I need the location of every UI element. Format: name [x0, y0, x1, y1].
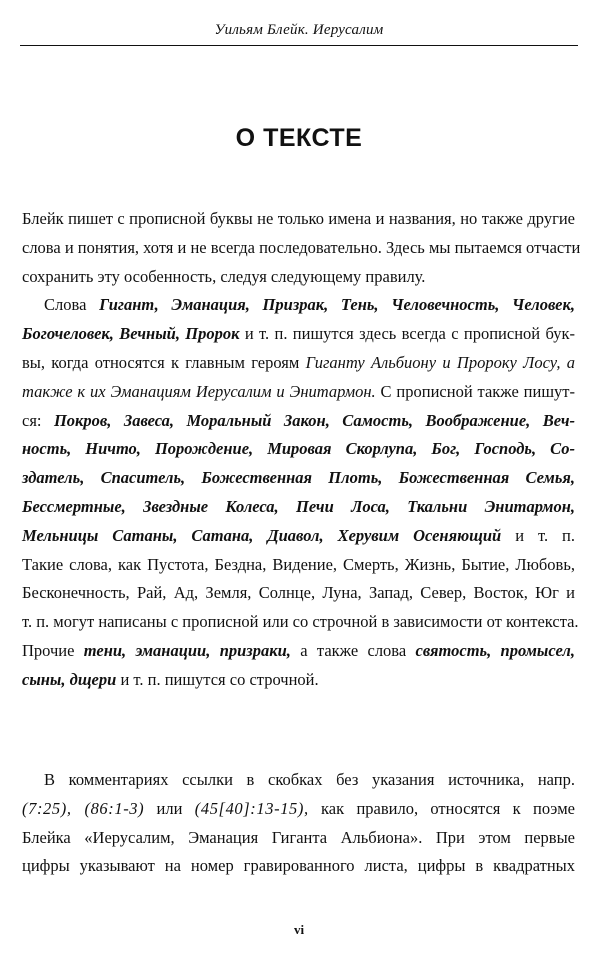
- text-run: или: [144, 798, 195, 818]
- paragraph-1-line-3: сохранить эту особенность, следуя следующему правилу.: [22, 266, 426, 286]
- text-run: ся:: [22, 410, 54, 430]
- paragraph-2-line-6: ность, Ничто, Порождение, Мировая Скорлупа, Бог, Господь, Со-: [22, 439, 575, 459]
- paragraph-2-line-3: [22, 349, 575, 378]
- chapter-title: О ТЕКСТЕ: [235, 124, 363, 152]
- emphasis-run: Мельницы Сатаны, Сатана, Диавол, Херувим Осеняющий: [22, 525, 502, 545]
- emphasis-run: Богочеловек, Вечный, Пророк: [22, 324, 240, 344]
- italic-run: Гиганту Альбиону и Пророку Лосу, а: [305, 352, 575, 372]
- text-run: и т. п.: [501, 525, 575, 545]
- paragraph-2-line-10: Такие слова, как Пустота, Бездна, Видение, Смерть, Жизнь, Бытие, Любовь,: [22, 554, 575, 574]
- paragraph-2-line-11: Бесконечность, Рай, Ад, Земля, Солнце, Луна, Запад, Север, Восток, Юг и: [22, 583, 575, 603]
- emphasis-run: святость, промысел,: [415, 640, 575, 660]
- emphasis-run: Покров, Завеса, Моральный Закон, Самость, Воображение, Веч-: [53, 410, 576, 430]
- body-text-block: [22, 205, 581, 695]
- paragraph-2-line-4: [22, 378, 575, 407]
- paragraph-2-line-1: [22, 291, 575, 320]
- emphasis-run: сыны, дщери: [22, 669, 117, 689]
- paragraph-2-line-12: т. п. могут написаны с прописной или со строчной в зависимости от контекста.: [22, 612, 579, 632]
- text-run: С прописной также пишут-: [375, 381, 575, 401]
- text-run: и т. п. пишутся здесь всегда с прописной бук-: [239, 324, 575, 344]
- paragraph-2-line-13: [22, 637, 575, 666]
- paragraph-2-line-7: здатель, Спаситель, Божественная Плоть, Божественная Семья,: [22, 468, 575, 488]
- paragraph-1-line-1: Блейк пишет с прописной буквы не только имена и названия, но также другие: [22, 209, 575, 228]
- italic-run: также к их Эманациям Иерусалим и Энитармон.: [22, 381, 376, 401]
- text-run: а также слова: [290, 640, 416, 660]
- text-run: Слова: [44, 295, 100, 315]
- text-run: вы, когда относятся к главным героям: [22, 352, 306, 372]
- text-run: как правило, относятся к поэме: [308, 798, 575, 818]
- paragraph-2-line-5: [22, 407, 575, 436]
- paragraph-1-line-2: слова и понятия, хотя и не всегда последовательно. Здесь мы пытаемся отчасти: [22, 237, 581, 257]
- page-number: vi: [293, 922, 305, 937]
- paragraph-3-line-4: цифры указывают на номер гравированного листа, цифры в квадратных: [22, 856, 575, 876]
- reference-run: (45[40]:13-15),: [194, 798, 309, 818]
- paragraph-3-line-3: Блейка «Иерусалим, Эманация Гиганта Альбиона». При этом первые: [22, 827, 575, 847]
- paragraph-2-line-14: [22, 666, 575, 695]
- paragraph-3-line-2: [22, 795, 575, 824]
- text-run: и т. п. пишутся со строчной.: [116, 669, 319, 689]
- emphasis-run: Гигант, Эманация, Призрак, Тень, Человечность, Человек,: [99, 295, 575, 315]
- header-rule: [20, 45, 578, 46]
- paragraph-2-line-8: Бессмертные, Звездные Колеса, Печи Лоса, Ткальни Энитармон,: [22, 496, 575, 516]
- paragraph-3-line-1: В комментариях ссылки в скобках без указания источника, напр.: [44, 770, 575, 789]
- emphasis-run: тени, эманации, призраки,: [83, 640, 291, 660]
- paragraph-2-line-9: [22, 522, 575, 551]
- running-header: Уильям Блейк. Иерусалим: [214, 22, 384, 38]
- reference-run: (7:25), (86:1-3): [22, 798, 145, 818]
- text-run: Прочие: [22, 640, 84, 660]
- paragraph-2-line-2: [22, 320, 575, 349]
- commentary-text-block: [22, 766, 575, 881]
